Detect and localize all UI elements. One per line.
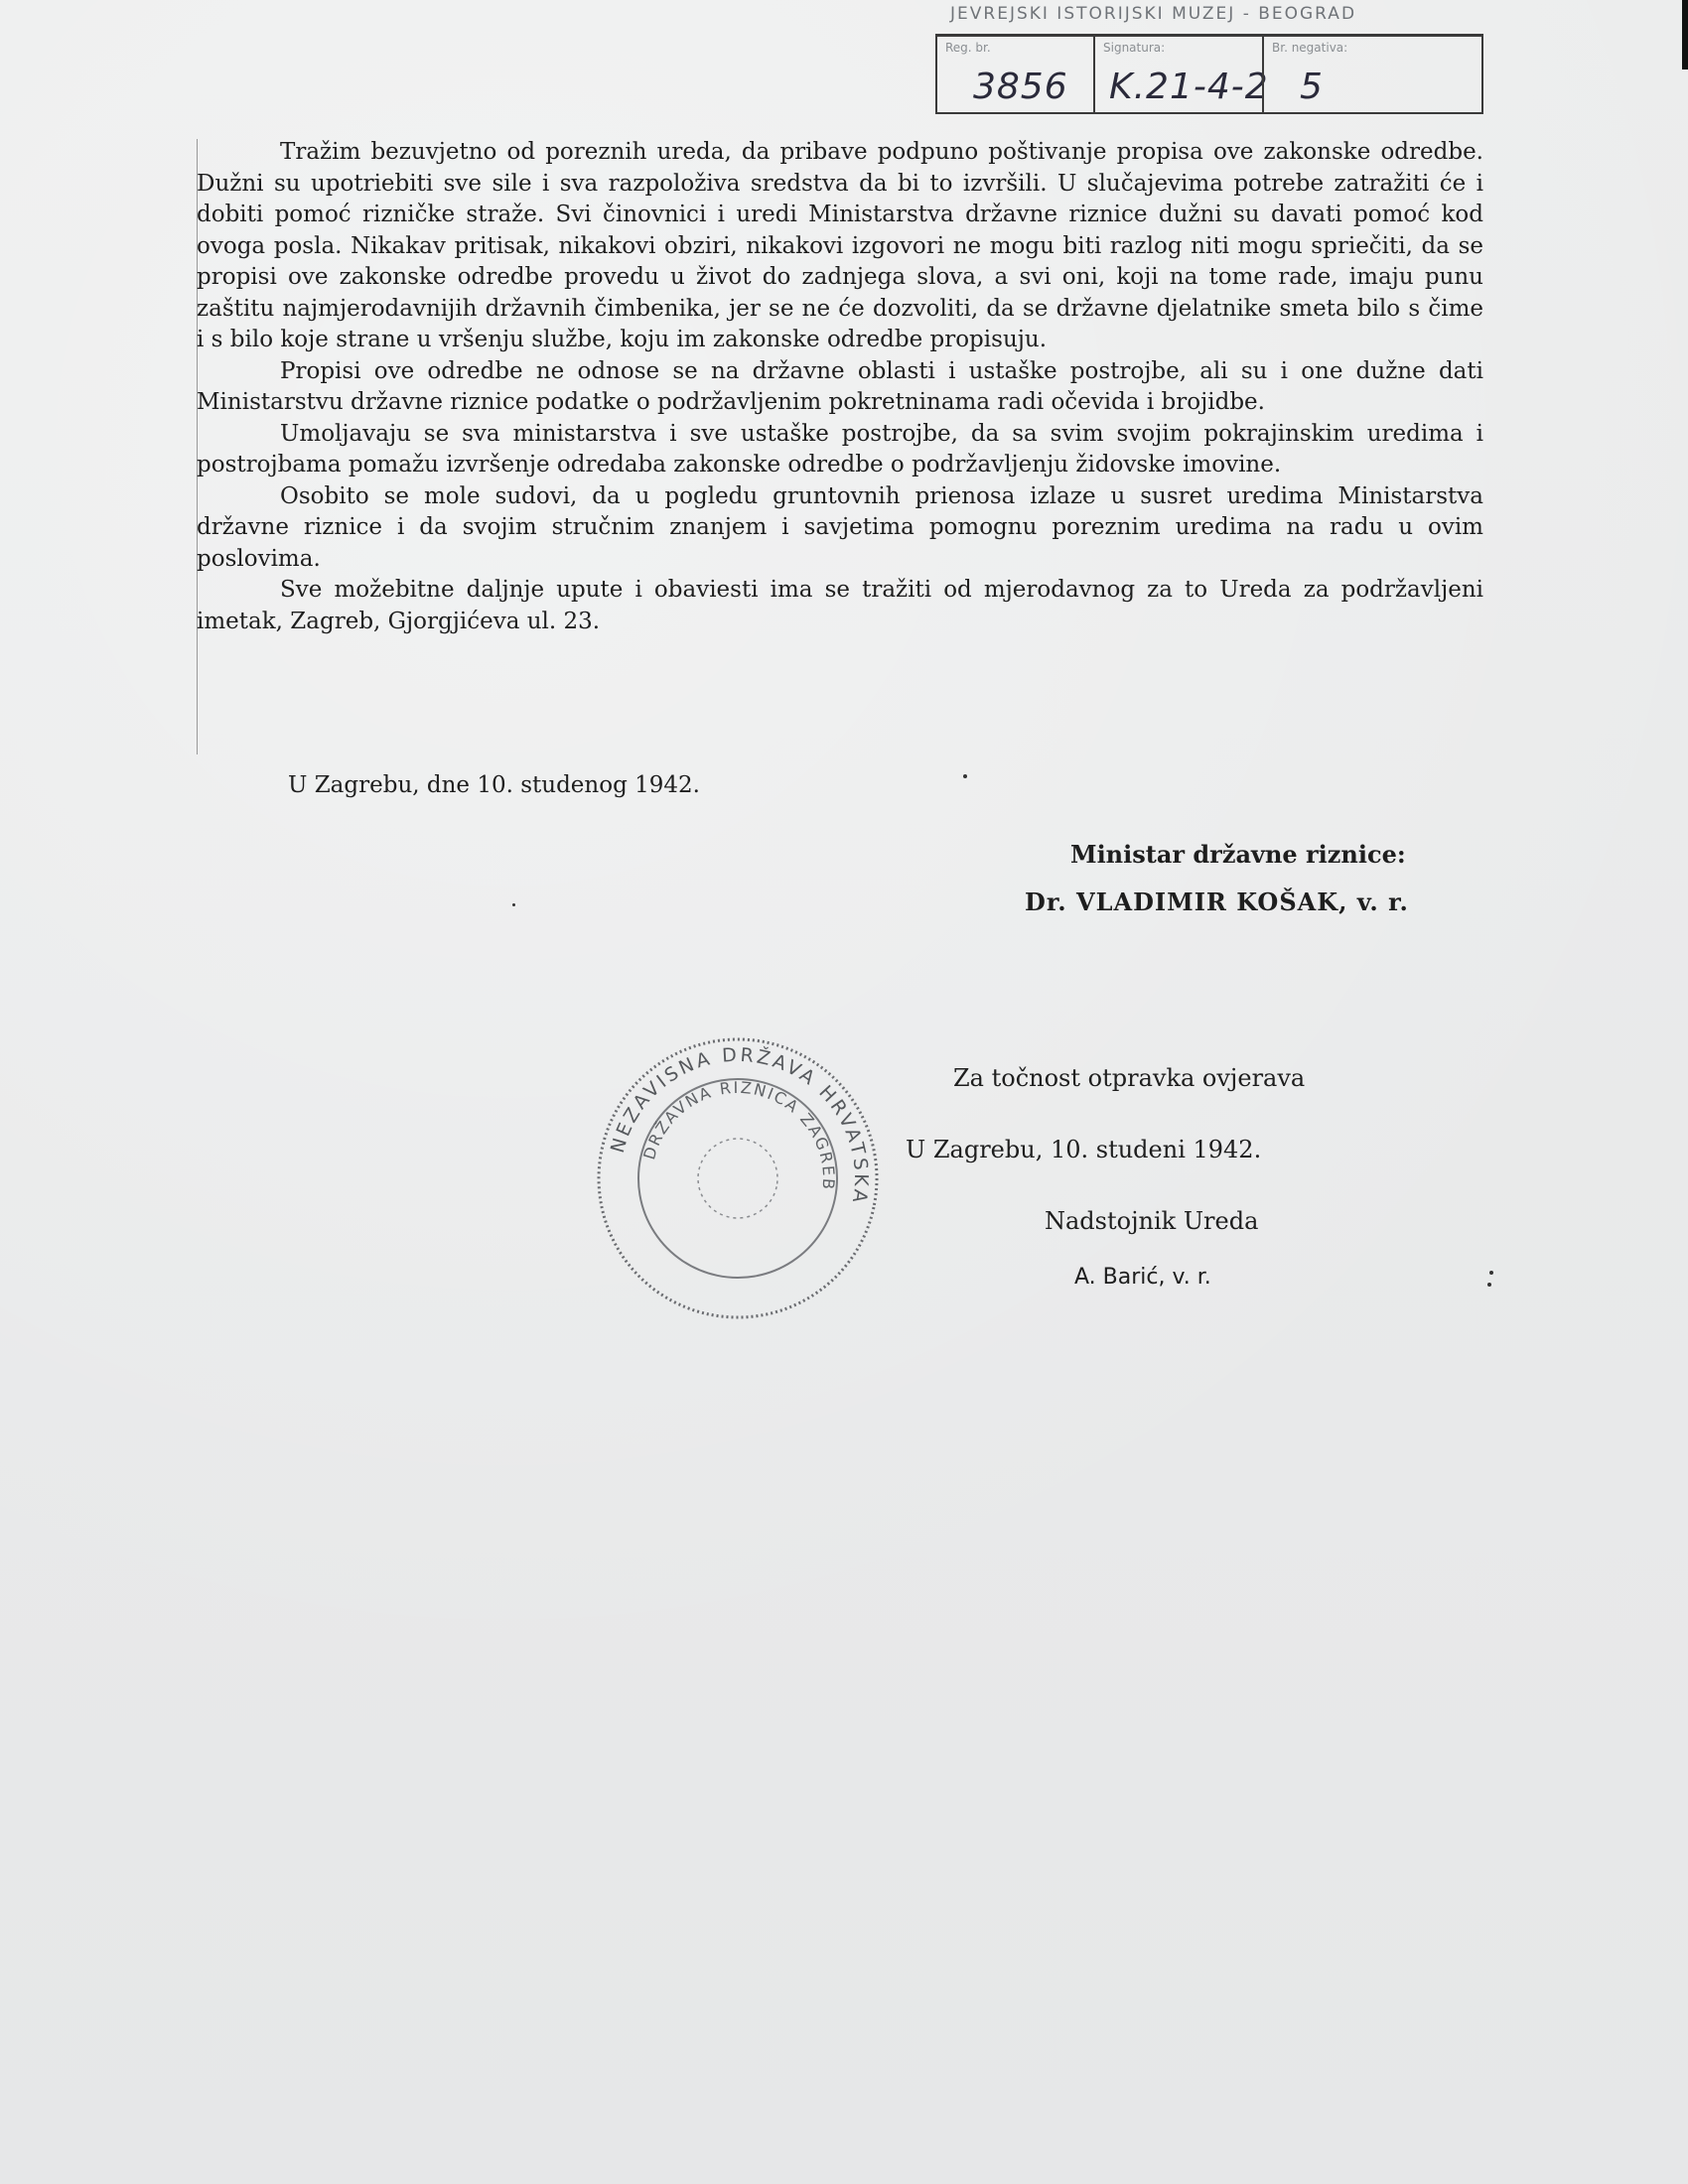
paragraph-5: Sve možebitne daljnje upute i obaviesti ima se tražiti od mjerodavnog za to Ureda za podržavljeni imetak, Zagreb, Gjorgjićeva ul. 23.: [197, 577, 1483, 634]
certification-date: U Zagrebu, 10. studeni 1942.: [906, 1136, 1262, 1163]
archive-neg-cell: [1262, 37, 1481, 112]
certification-statement: Za točnost otpravka ovjerava: [953, 1064, 1306, 1092]
official-seal: [567, 1008, 909, 1349]
body-text: [197, 137, 1483, 637]
certification-office: Nadstojnik Ureda: [1045, 1207, 1259, 1235]
paragraph-1: Tražim bezuvjetno od poreznih ureda, da pribave podpuno poštivanje propisa ove zakonske odredbe. Dužni su upotriebiti sve sile i sva razpoloživa sredstva da bi to izvršili. U slučajevima potrebe zatražiti će i dobiti pomoć rizničke straže. Svi činovnici i uredi Ministarstva državne riznice dužni su davati pomoć kod ovoga posla. Nikakav pritisak, nikakovi obziri, nikakovi izgovori ne mogu biti razlog niti mogu spriečiti, da se propisi ove zakonske odredbe provedu u život do zadnjega slova, a svi oni, koji na tome rade, imaju punu zaštitu najmjerodavnijih državnih čimbenika, jer se ne će dozvoliti, da se državne djelatnike smeta bilo s čime i s bilo koje strane u vršenju službe, koju im zakonske odredbe propisuju.: [197, 139, 1483, 352]
scan-edge: [1682, 0, 1688, 69]
ink-speck: [963, 774, 967, 778]
place-date: U Zagrebu, dne 10. studenog 1942.: [288, 772, 700, 798]
paragraph-4: Osobito se mole sudovi, da u pogledu gruntovnih prienosa izlaze u susret uredima Ministarstva državne riznice i da svojim stručnim znanjem i savjetima pomognu poreznim uredima na radu u ovim poslovima.: [197, 482, 1483, 572]
archive-reg-value: 3856: [973, 67, 1068, 107]
ink-speck: [1489, 1271, 1493, 1275]
archive-sign-cell: [1093, 37, 1269, 112]
seal-outer-text: NEZAVISNA DRŽAVA HRVATSKA: [606, 1043, 873, 1207]
archive-reg-label: Reg. br.: [945, 41, 991, 55]
minister-name: Dr. VLADIMIR KOŠAK, v. r.: [1025, 887, 1409, 916]
archive-neg-value: 5: [1300, 67, 1324, 107]
minister-title: Ministar državne riznice:: [1070, 840, 1406, 869]
archive-stamp: [928, 0, 1484, 119]
ink-speck: [1487, 1283, 1491, 1287]
svg-text:NEZAVISNA DRŽAVA HRVATSKA: [606, 1019, 897, 1208]
archive-box: [935, 34, 1483, 114]
ink-speck: [512, 903, 515, 906]
archive-sign-value: K.21-4-2: [1109, 67, 1269, 107]
archive-neg-label: Br. negativa:: [1272, 41, 1348, 55]
archive-header: JEVREJSKI ISTORIJSKI MUZEJ - BEOGRAD: [950, 4, 1357, 24]
paragraph-3: Umoljavaju se sva ministarstva i sve ustaške postrojbe, da sa svim svojim pokrajinskim uredima i postrojbama pomažu izvršenje odredaba zakonske odredbe o podržavljenju židovske imovine.: [197, 420, 1483, 478]
archive-sign-label: Signatura:: [1103, 41, 1166, 55]
certification-signer: A. Barić, v. r.: [1074, 1265, 1211, 1290]
paragraph-2: Propisi ove odredbe ne odnose se na državne oblasti i ustaške postrojbe, ali su i one dužne dati Ministarstvu državne riznice podatke o podržavljenim pokretninama radi očevida i brojidbe.: [197, 357, 1483, 415]
seal-inner-text: DRŽAVNA RIZNICA ZAGREB: [639, 1077, 839, 1192]
archive-reg-cell: [937, 37, 1091, 112]
